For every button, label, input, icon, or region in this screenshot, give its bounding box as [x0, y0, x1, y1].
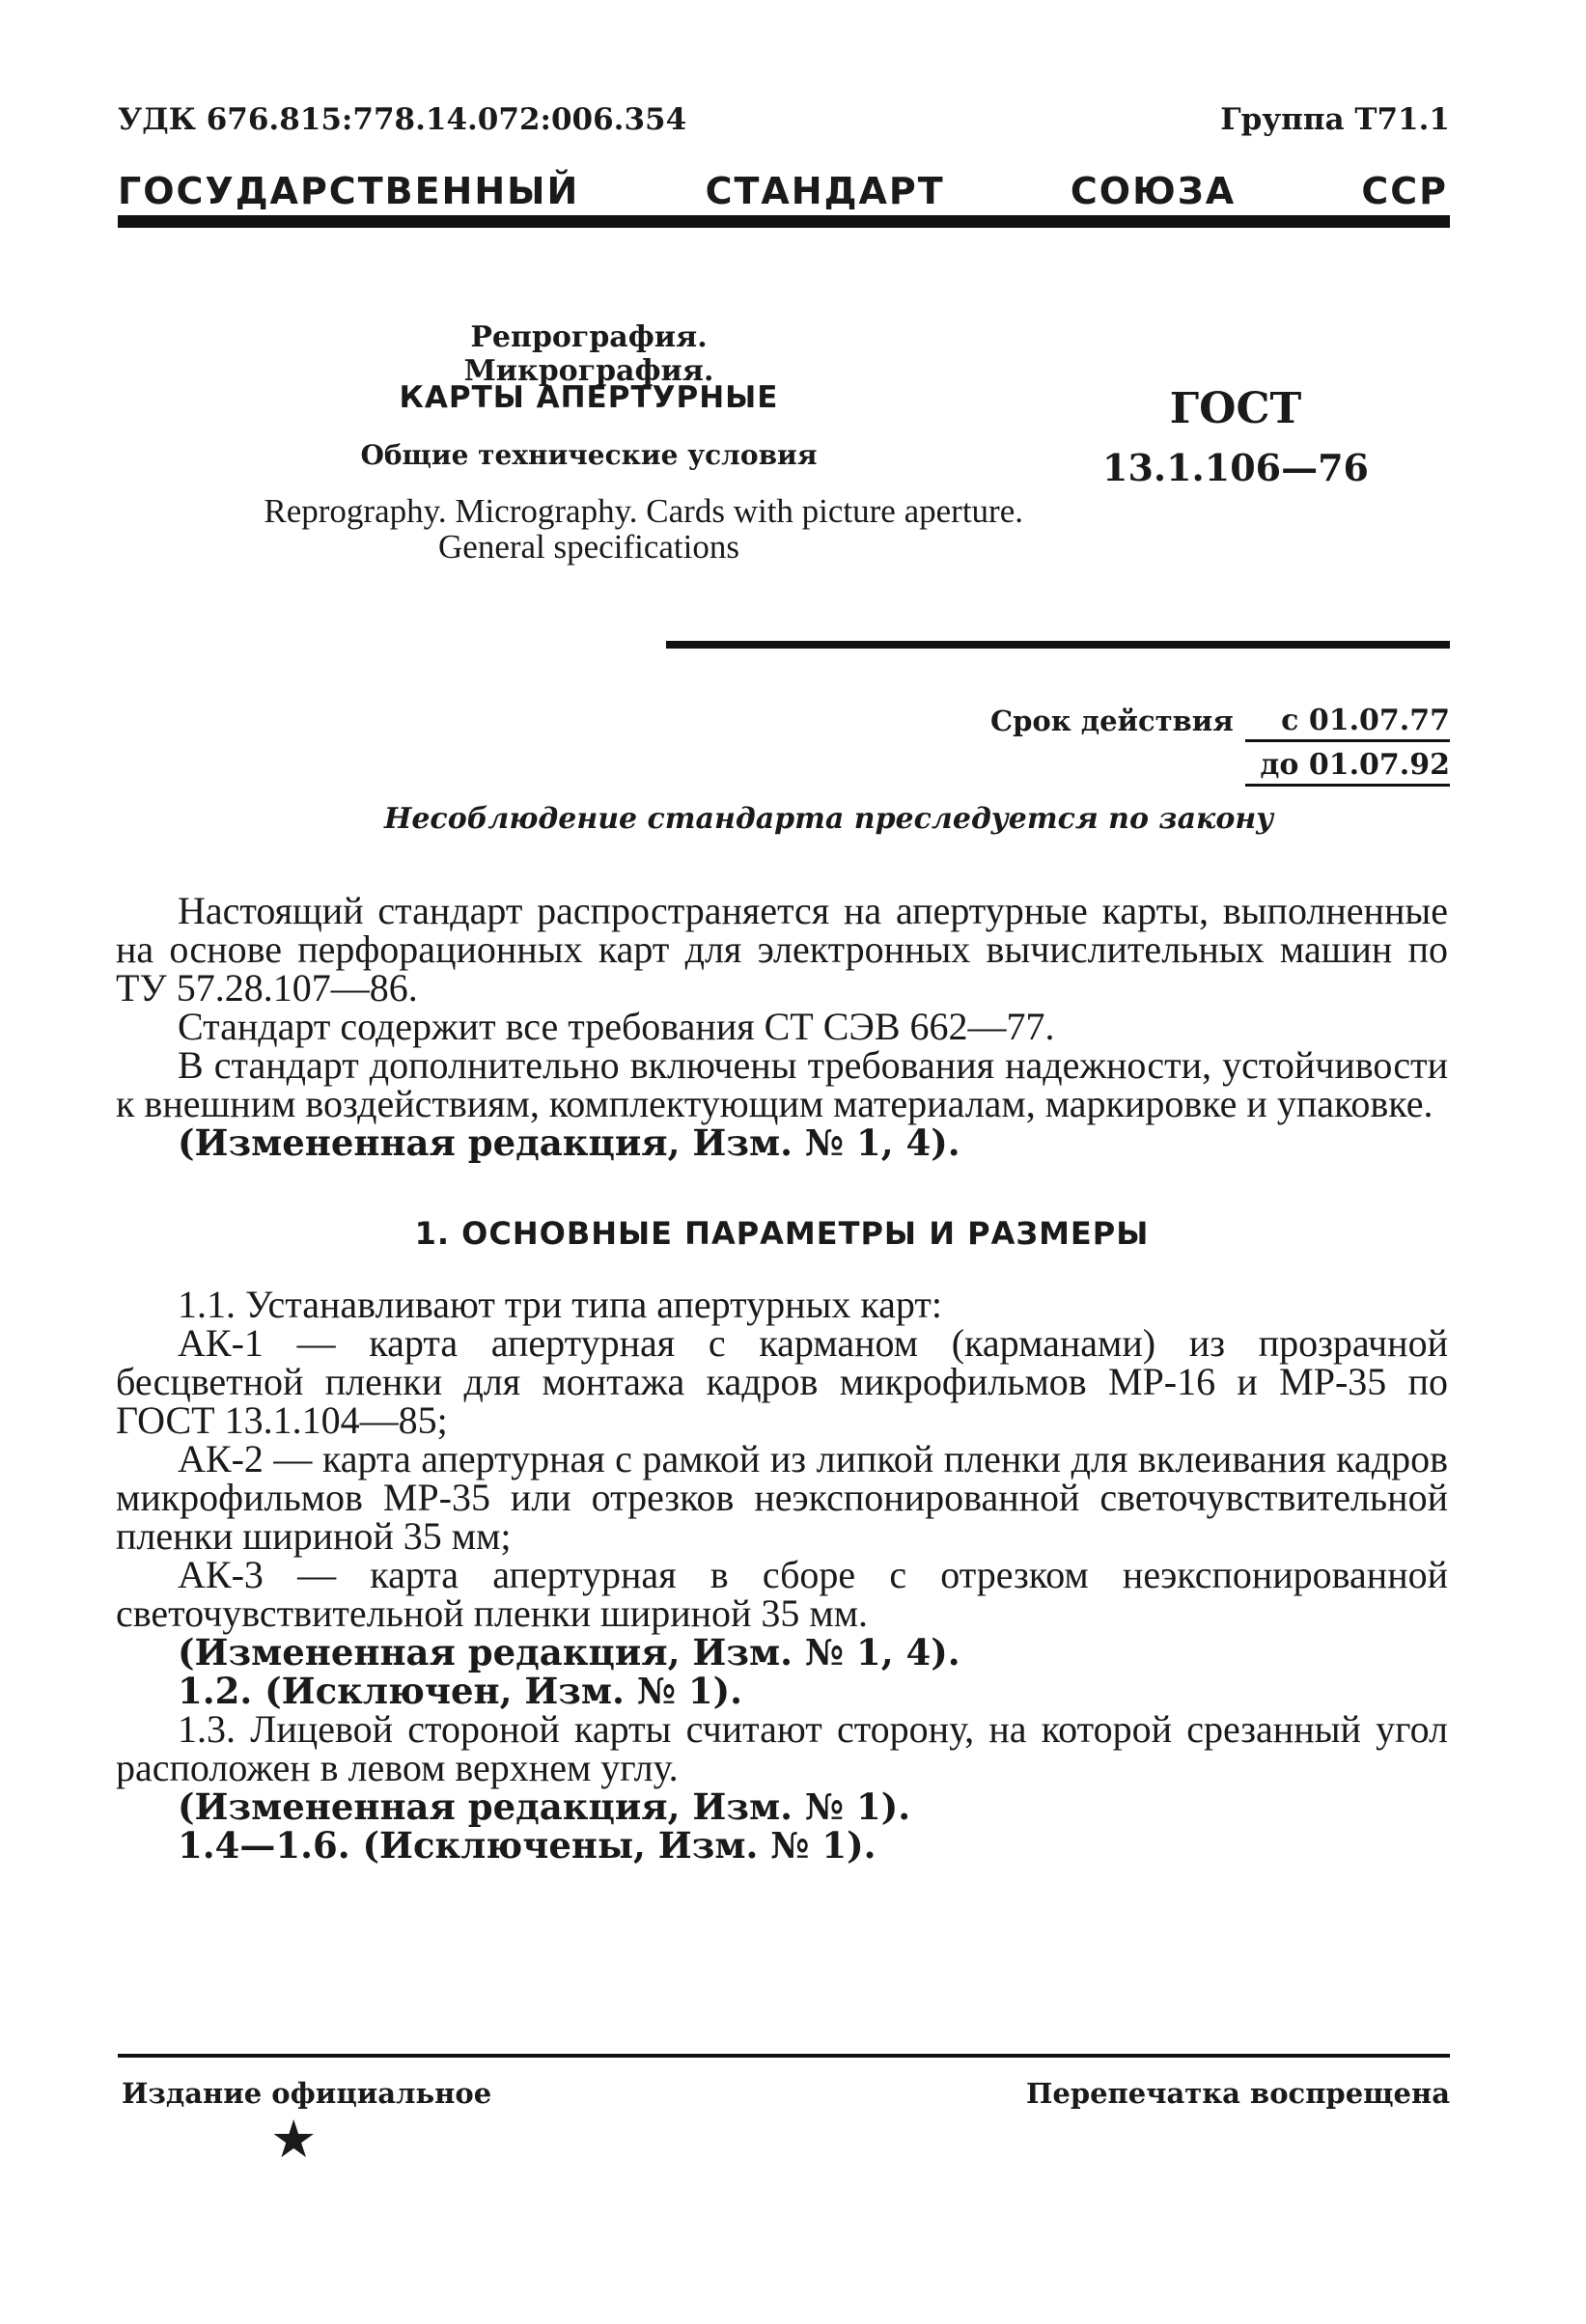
- validity-from: с 01.07.77: [1245, 704, 1450, 742]
- clause-ak-3: АК-3 — карта апертурная в сборе с отрезком неэкспонированной светочувствительной пленки шириной 35 мм.: [116, 1553, 1448, 1635]
- clause-1-3: 1.3. Лицевой стороной карты считают сторону, на которой срезанный угол расположен в левом верхнем углу.: [116, 1707, 1448, 1789]
- clause-1-4-1-6: 1.4—1.6. (Исключены, Изм. № 1).: [178, 1824, 876, 1867]
- title-en-line-2: General specifications: [438, 528, 739, 566]
- state-standard-banner: ГОСУДАРСТВЕННЫЙ СТАНДАРТ СОЮЗА ССР: [118, 170, 1448, 212]
- header-rule: [118, 215, 1450, 228]
- udc-code: УДК 676.815:778.14.072:006.354: [118, 102, 687, 137]
- clause-1-2: 1.2. (Исключен, Изм. № 1).: [178, 1670, 743, 1712]
- clause-ak-1: АК-1 — карта апертурная с карманом (карманами) из прозрачной бесцветной пленки для монтажа кадров микрофильмов МР-16 и МР-35 по ГОСТ 13.1.104—85;: [116, 1321, 1448, 1442]
- footer-rule: [118, 2054, 1450, 2058]
- intro-amendment: (Измененная редакция, Изм. № 1, 4).: [178, 1121, 960, 1164]
- edition-note: Издание официальное: [122, 2077, 492, 2110]
- validity-to: до 01.07.92: [1245, 748, 1450, 787]
- clause-ak-2: АК-2 — карта апертурная с рамкой из липкой пленки для вклеивания кадров микрофильмов МР-35 или отрезков неэкспонированной светочувствительной пленки шириной 35 мм;: [116, 1437, 1448, 1558]
- clause-1-1: 1.1. Устанавливают три типа апертурных карт:: [178, 1283, 942, 1326]
- title-ru-line-3: Общие технические условия: [360, 439, 818, 471]
- gost-number: 13.1.106—76: [1102, 446, 1369, 489]
- title-ru-line-2: КАРТЫ АПЕРТУРНЫЕ: [399, 380, 779, 415]
- intro-paragraph-2: Стандарт содержит все требования СТ СЭВ 662—77.: [178, 1005, 1055, 1048]
- law-notice: Несоблюдение стандарта преследуется по закону: [384, 802, 1274, 836]
- title-rule: [666, 641, 1450, 649]
- intro-paragraph-3: В стандарт дополнительно включены требования надежности, устойчивости к внешним воздействиям, комплектующим материалам, маркировке и упаковке.: [116, 1043, 1448, 1125]
- document-body: [116, 889, 1448, 1867]
- validity-label: Срок действия: [990, 705, 1234, 737]
- title-ru-line-1: Репрография. Микрография.: [463, 320, 714, 388]
- intro-paragraph-1: Настоящий стандарт распространяется на апертурные карты, выполненные на основе перфорационных карт для электронных вычислительных машин по ТУ 57.28.107—86.: [116, 889, 1448, 1010]
- star-icon: ★: [270, 2111, 318, 2169]
- reprint-note: Перепечатка воспрещена: [1025, 2077, 1450, 2110]
- section-1-heading: 1. ОСНОВНЫЕ ПАРАМЕТРЫ И РАЗМЕРЫ: [414, 1215, 1150, 1252]
- gost-label: ГОСТ: [1169, 384, 1302, 433]
- title-en-line-1: Reprography. Micrography. Cards with picture aperture.: [264, 492, 1023, 530]
- group-code: Группа Т71.1: [1220, 102, 1450, 137]
- clause-1-3-amendment: (Измененная редакция, Изм. № 1).: [178, 1785, 911, 1828]
- clause-1-1-amendment: (Измененная редакция, Изм. № 1, 4).: [178, 1631, 960, 1674]
